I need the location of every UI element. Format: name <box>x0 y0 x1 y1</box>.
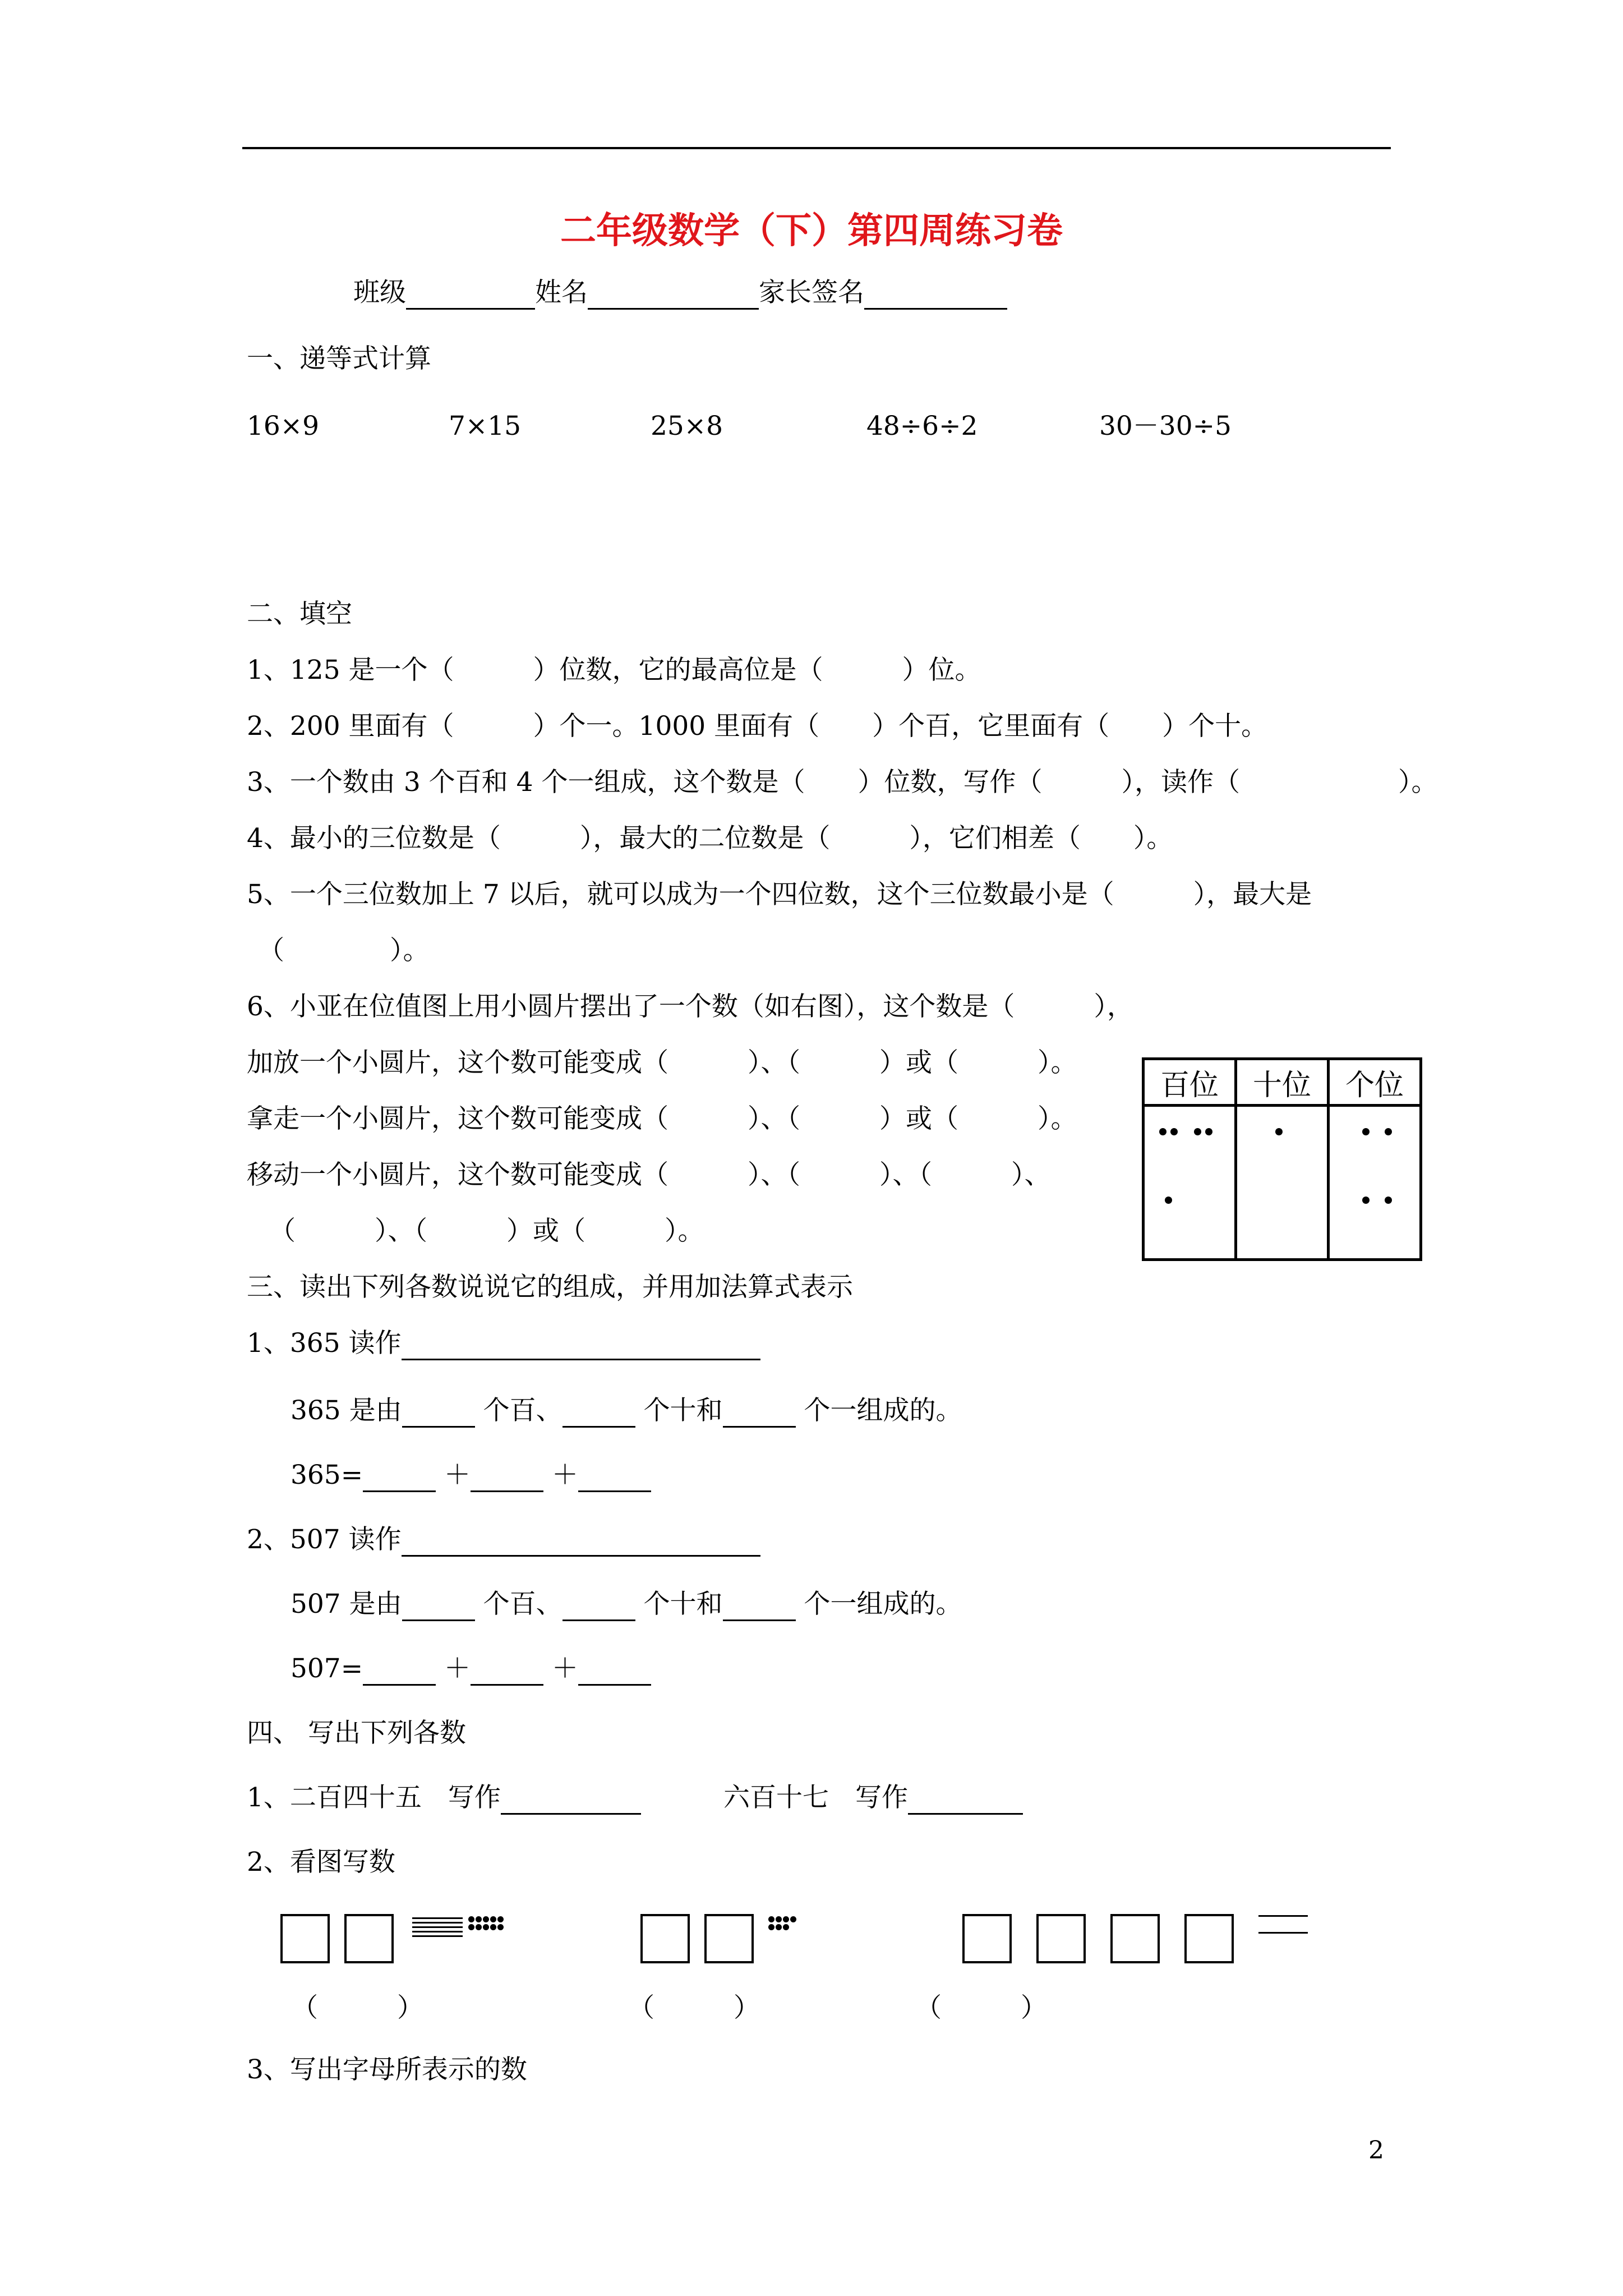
tens-label: 个十和 <box>643 1395 723 1426</box>
one-bead <box>497 1916 504 1922</box>
one-bead <box>468 1924 474 1930</box>
eq-field[interactable] <box>578 1658 651 1686</box>
eq-field[interactable] <box>471 1465 543 1492</box>
ones-field[interactable] <box>723 1400 796 1428</box>
plus-sign: ＋ <box>552 1460 578 1490</box>
item2-eq-prefix: 507= <box>291 1653 363 1684</box>
item1-read-row <box>247 1327 760 1360</box>
item1-comp-prefix: 365 是由 <box>291 1395 402 1426</box>
counter-dot <box>1159 1128 1166 1135</box>
fill-question-6-add: 加放一个小圆片，这个数可能变成（ ）、（ ）或（ ）。 <box>247 1047 1077 1078</box>
ten-bar <box>1258 1932 1308 1934</box>
ones-label: 个一组成的。 <box>804 1395 962 1426</box>
write-number-row-b <box>723 1781 1023 1815</box>
hundred-square <box>1184 1914 1234 1963</box>
tens-field[interactable] <box>562 1400 635 1428</box>
item2-read-row <box>247 1523 760 1557</box>
tens-header: 十位 <box>1236 1059 1329 1106</box>
calc-problem: 16×9 <box>247 411 320 441</box>
ones-cell <box>1329 1106 1421 1260</box>
hundreds-field[interactable] <box>402 1594 475 1621</box>
one-bead <box>490 1924 496 1930</box>
item2-equation-row <box>291 1652 651 1686</box>
parent-signature-label: 家长签名 <box>759 277 864 308</box>
section-2-heading: 二、填空 <box>247 599 352 629</box>
hundred-square <box>704 1914 754 1963</box>
hundred-square <box>1036 1914 1086 1963</box>
item1-eq-prefix: 365= <box>291 1460 363 1490</box>
item2-read-label: 2、507 读作 <box>247 1524 402 1555</box>
one-bead <box>790 1916 796 1922</box>
one-bead <box>476 1916 482 1922</box>
one-bead <box>776 1916 782 1922</box>
page-number: 2 <box>1368 2136 1384 2165</box>
read-picture-heading: 2、看图写数 <box>247 1847 395 1878</box>
fill-question-5: 5、一个三位数加上 7 以后，就可以成为一个四位数，这个三位数最小是（ ），最大是 <box>247 879 1312 910</box>
ten-bar <box>412 1922 463 1924</box>
page-title: 二年级数学（下）第四周练习卷 <box>560 210 1063 252</box>
item1-read-field[interactable] <box>402 1333 760 1360</box>
ones-label: 个一组成的。 <box>804 1589 962 1619</box>
one-bead <box>476 1924 482 1930</box>
plus-sign: ＋ <box>444 1653 471 1684</box>
one-bead <box>783 1924 789 1930</box>
hundreds-cell <box>1144 1106 1236 1260</box>
ten-bar <box>412 1935 463 1937</box>
counter-dot <box>1385 1128 1392 1135</box>
ten-bar <box>412 1926 463 1928</box>
counter-dot <box>1362 1128 1370 1135</box>
section-4-heading: 四、 写出下列各数 <box>247 1718 466 1749</box>
hundred-square <box>280 1914 330 1963</box>
student-info-line <box>353 276 1007 310</box>
ones-header: 个位 <box>1329 1059 1421 1106</box>
item2-composition-row <box>291 1588 962 1621</box>
answer-paren[interactable]: （ ） <box>915 1993 1047 2023</box>
fill-question-6-move: 移动一个小圆片，这个数可能变成（ ）、（ ）、（ ）、 <box>247 1159 1051 1190</box>
name-label: 姓名 <box>535 277 588 308</box>
one-bead <box>490 1916 496 1922</box>
calc-problem: 7×15 <box>449 411 522 441</box>
tens-label: 个十和 <box>643 1589 723 1619</box>
eq-field[interactable] <box>471 1658 543 1686</box>
fill-question-5-cont: （ ）。 <box>258 935 430 966</box>
eq-field[interactable] <box>363 1658 436 1686</box>
counter-dot <box>1362 1197 1370 1204</box>
one-bead <box>776 1924 782 1930</box>
one-bead <box>783 1916 789 1922</box>
calc-problem: 25×8 <box>651 411 723 441</box>
counter-dot <box>1170 1128 1178 1135</box>
one-bead <box>483 1916 489 1922</box>
one-bead <box>768 1924 774 1930</box>
plus-sign: ＋ <box>444 1460 471 1490</box>
hundreds-field[interactable] <box>402 1400 475 1428</box>
section-3-heading: 三、读出下列各数说说它的组成，并用加法算式表示 <box>247 1272 853 1303</box>
tens-cell <box>1236 1106 1329 1260</box>
one-bead <box>768 1916 774 1922</box>
ones-field[interactable] <box>723 1594 796 1621</box>
one-bead <box>497 1924 504 1930</box>
answer-paren[interactable]: （ ） <box>628 1993 760 2023</box>
fill-question-6: 6、小亚在位值图上用小圆片摆出了一个数（如右图），这个数是（ ）， <box>247 991 1133 1022</box>
write-number-a-field[interactable] <box>501 1787 641 1815</box>
fill-question-3: 3、一个数由 3 个百和 4 个一组成，这个数是（ ）位数，写作（ ），读作（ ）。 <box>247 767 1438 798</box>
counter-dot <box>1205 1128 1212 1135</box>
hundred-square <box>344 1914 394 1963</box>
eq-field[interactable] <box>578 1465 651 1492</box>
fill-question-1: 1、125 是一个（ ）位数，它的最高位是（ ）位。 <box>247 655 981 685</box>
hundred-square <box>962 1914 1012 1963</box>
fill-question-6-move-cont: （ ）、（ ）或（ ）。 <box>269 1216 704 1246</box>
hundreds-label: 个百、 <box>483 1395 562 1426</box>
eq-field[interactable] <box>363 1465 436 1492</box>
plus-sign: ＋ <box>552 1653 578 1684</box>
name-field[interactable] <box>588 282 759 310</box>
item2-comp-prefix: 507 是由 <box>291 1589 402 1619</box>
counter-dot <box>1165 1197 1172 1204</box>
place-value-chart <box>1142 1057 1422 1261</box>
calc-problem: 30－30÷5 <box>1099 411 1232 441</box>
parent-signature-field[interactable] <box>864 282 1007 310</box>
one-bead <box>468 1916 474 1922</box>
counter-dot <box>1385 1197 1392 1204</box>
hundred-square <box>640 1914 690 1963</box>
fill-question-4: 4、最小的三位数是（ ），最大的二位数是（ ），它们相差（ ）。 <box>247 823 1173 854</box>
tens-field[interactable] <box>562 1594 635 1621</box>
item1-read-label: 1、365 读作 <box>247 1328 402 1359</box>
hundreds-label: 个百、 <box>483 1589 562 1619</box>
ten-bar <box>1258 1915 1308 1917</box>
ten-bar <box>412 1931 463 1932</box>
item2-read-field[interactable] <box>402 1529 760 1557</box>
one-bead <box>483 1924 489 1930</box>
write-number-row <box>247 1781 641 1815</box>
write-number-b-field[interactable] <box>908 1787 1023 1815</box>
write-number-a-label: 1、二百四十五 写作 <box>247 1782 501 1813</box>
fill-question-2: 2、200 里面有（ ）个一。1000 里面有（ ）个百，它里面有（ ）个十。 <box>247 711 1268 742</box>
header-rule <box>242 147 1391 149</box>
fill-question-6-take: 拿走一个小圆片，这个数可能变成（ ）、（ ）或（ ）。 <box>247 1103 1077 1134</box>
counter-dot <box>1194 1128 1201 1135</box>
section-1-heading: 一、递等式计算 <box>247 343 431 374</box>
hundreds-header: 百位 <box>1144 1059 1236 1106</box>
calc-problem: 48÷6÷2 <box>866 411 978 441</box>
hundred-square <box>1110 1914 1160 1963</box>
ten-bar <box>412 1917 463 1919</box>
letter-number-heading: 3、写出字母所表示的数 <box>247 2054 527 2085</box>
counter-dot <box>1275 1128 1283 1135</box>
write-number-b-label: 六百十七 写作 <box>723 1782 908 1813</box>
class-field[interactable] <box>406 282 535 310</box>
class-label: 班级 <box>353 277 406 308</box>
answer-paren[interactable]: （ ） <box>292 1993 423 2023</box>
item1-composition-row <box>291 1394 962 1428</box>
item1-equation-row <box>291 1458 651 1492</box>
